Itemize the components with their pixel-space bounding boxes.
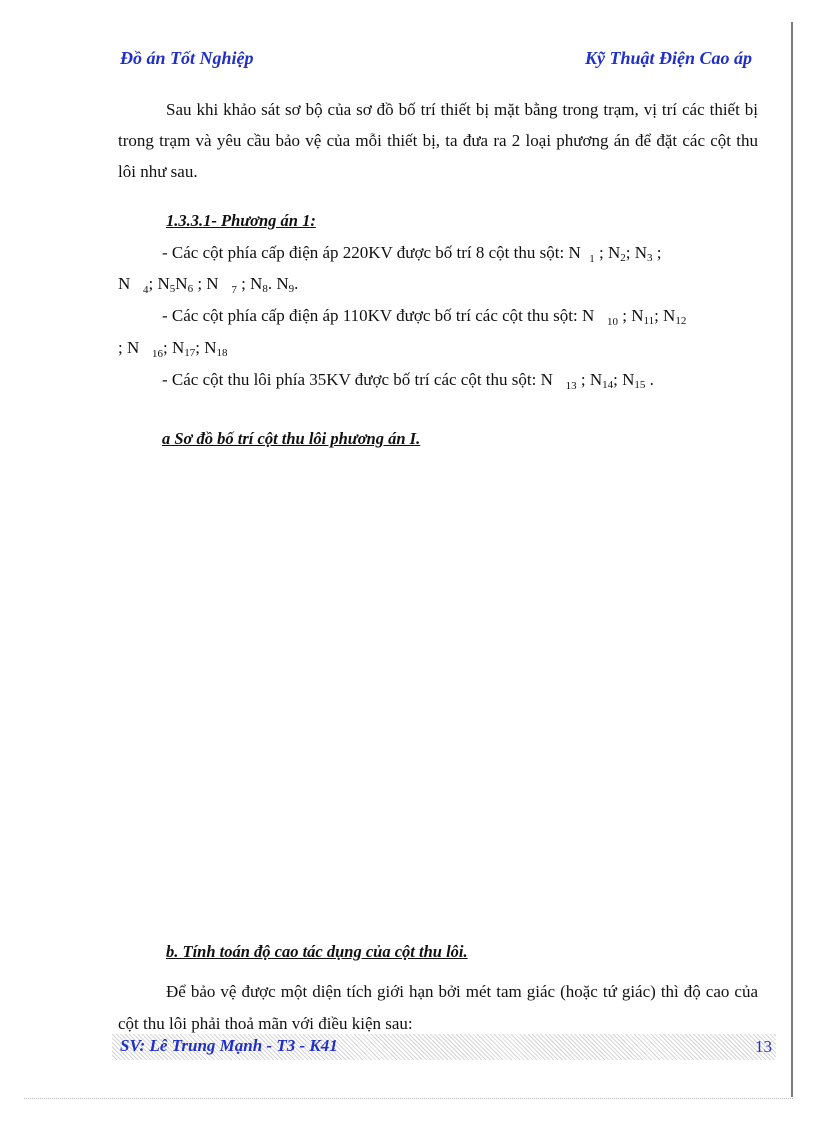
item-35kv-text: - Các cột thu lôi phía 35KV được bố trí các cột thu sột: N: [162, 370, 553, 389]
index-15: 15: [634, 379, 646, 391]
header-thesis-title: Đồ án Tốt Nghiệp: [120, 48, 254, 68]
item-220kv-line2: N $_4$; $N_5N_6$ ; N $_7$ ; $N_8$. $N_9$.: [118, 274, 299, 296]
header-subject-title: Kỹ Thuật Điện Cao áp: [584, 48, 752, 68]
item-220kv-text: - Các cột phía cấp điện áp 220KV được bố trí 8 cột thu sột: N: [162, 243, 581, 262]
index-8: 8: [262, 283, 268, 295]
page-border-bottom: [24, 1098, 793, 1099]
index-14: 14: [602, 379, 614, 391]
index-16: 16: [152, 348, 163, 360]
item-110kv-line2: ; N $_{16}$; $N_{17}$; $N_{18}$: [118, 338, 228, 360]
heading-height-calculation: b. Tính toán độ cao tác dụng của cột thu lôi.: [166, 942, 468, 961]
item-220kv-cont: N: [118, 274, 131, 293]
page-footer: [112, 1034, 776, 1060]
index-1: 1: [589, 253, 595, 265]
item-35kv-line: - Các cột thu lôi phía 35KV được bố trí các cột thu sột: N $_{13}$ ; $N_{14}$; $N_{15}$ .: [162, 370, 654, 392]
index-9: 9: [288, 283, 295, 295]
page-number: 13: [755, 1037, 772, 1056]
index-6: 6: [187, 283, 194, 295]
footer-author: SV: Lê Trung Mạnh - T3 - K41: [120, 1036, 338, 1055]
diagram-placeholder-area: [118, 470, 758, 930]
page-header: [120, 46, 752, 72]
item-110kv-text: - Các cột phía cấp điện áp 110KV được bố trí các cột thu sột: N: [162, 306, 595, 325]
index-12: 12: [675, 315, 687, 327]
section-heading-option-1: 1.3.3.1- Phương án 1:: [166, 211, 316, 230]
index-11: 11: [643, 315, 655, 327]
index-7: 7: [231, 284, 237, 296]
item-110kv-line1: - Các cột phía cấp điện áp 110KV được bố trí các cột thu sột: N $_{10}$ ; $N_{11}$; $N_{12}$: [162, 306, 687, 328]
item-220kv-line1: - Các cột phía cấp điện áp 220KV được bố trí 8 cột thu sột: N $_1$ ; $N_2$; $N_3$ ;: [162, 243, 662, 265]
index-17: 17: [184, 347, 196, 359]
heading-layout-diagram: a Sơ đồ bố trí cột thu lôi phương án I.: [162, 429, 421, 448]
index-5: 5: [169, 283, 176, 295]
page-border-right: [791, 22, 793, 1097]
index-18: 18: [216, 347, 228, 359]
paragraph-height-condition: Để bảo vệ được một diện tích giới hạn bởi mét tam giác (hoặc tứ giác) thì độ cao của cột thu lôi phải thoả mãn với điều kiện sau:: [118, 982, 758, 1033]
index-10: 10: [606, 316, 618, 328]
index-2: 2: [620, 252, 626, 264]
index-13: 13: [565, 380, 577, 392]
index-3: 3: [646, 252, 653, 264]
intro-paragraph: Sau khi khảo sát sơ bộ của sơ đồ bố trí thiết bị mặt bằng trong trạm, vị trí các thiết bị trong trạm và yêu cầu bảo vệ của mỗi thiết bị, ta đưa ra 2 loại phương án để đặt các cột thu lôi như sau.: [118, 100, 758, 181]
index-4: 4: [143, 284, 149, 296]
